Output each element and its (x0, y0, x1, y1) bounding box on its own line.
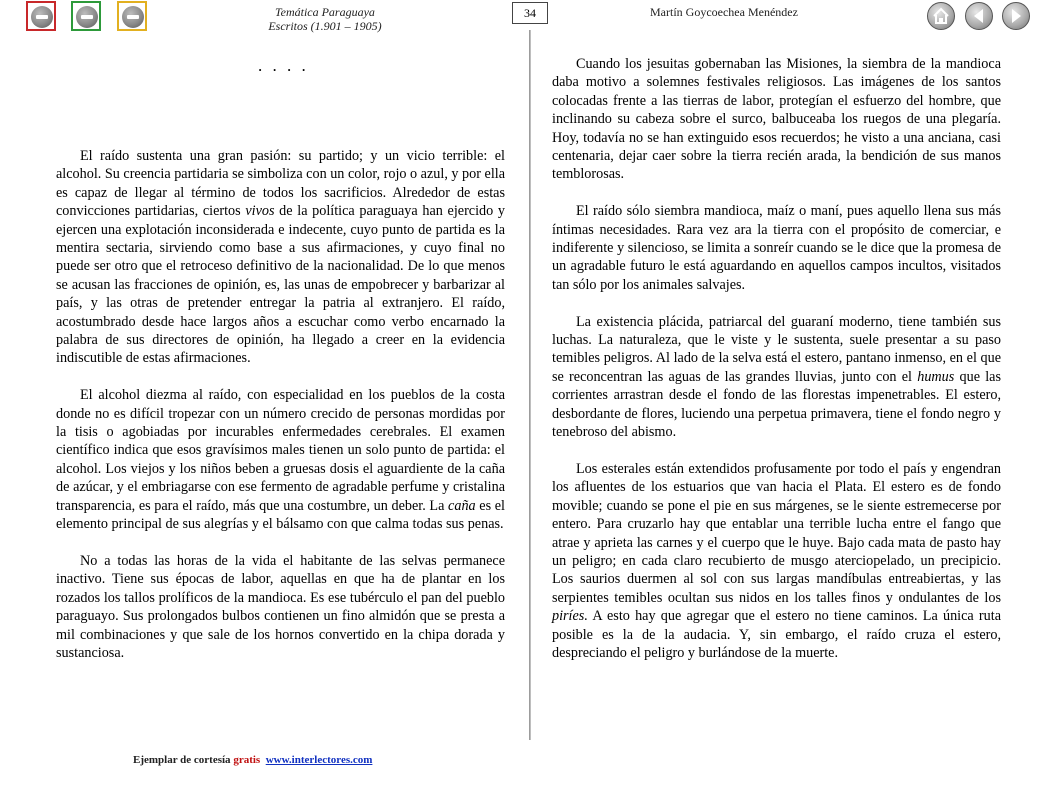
paragraph: El alcohol diezma al raído, con especialidad en los pueblos de la costa donde no es difícil tropezar con un número crecido de personas mordidas por la tisis o agobiadas por incurables enfermedades cerebrales. El examen científico indica que esos gravísimos males tienen un solo punto de partida: el alcohol. Los viejos y los niños beben a gruesas dosis el aguardiente de la caña de azúcar, y el embriagarse con ese fermento de agradable perfume y cristalina transparencia, es para el raído, más que una costumbre, un deber. La caña es el elemento principal de sus alegrías y el bálsamo con que calma todas sus penas. (56, 387, 505, 533)
arrow-left-icon (966, 3, 992, 29)
footer (133, 754, 372, 766)
footer-prefix: Ejemplar de cortesía (133, 754, 231, 766)
footer-gratis: gratis (233, 754, 261, 766)
running-header-left (230, 5, 420, 33)
home-icon (928, 3, 954, 29)
minimize-button-yellow[interactable] (117, 1, 147, 31)
paragraph: Los esterales están extendidos profusamente por todo el país y engendran los afluentes de los estuarios que van hacia el Plata. El estero es de fondo movible; cuando se pone el pie en sus márgenes, se le siente estremecerse por entero. Para cruzarlo hay que entablar una terrible lucha entre el fango que atrae y aprieta las carnes y el cuerpo que le huye. Bajo cada mata de pasto hay un peligro; en cada claro recubierto de musgo aterciopelado, un precipicio. Los saurios duermen al sol con sus largas mandíbulas entreabiertas, y las serpientes temibles ocultan sus nidos en los talles finos y ondulantes de los piríes. A esto hay que agregar que el estero no tiene caminos. La única ruta posible es la de la audacia. Y, sin embargo, el raído cruza el estero, despreciando el peligro y burlándose de la muerte. (552, 460, 1001, 661)
arrow-right-icon (1003, 3, 1029, 29)
page-number: 34 (512, 2, 548, 24)
minus-disc-icon (122, 6, 144, 28)
minus-disc-icon (76, 6, 98, 28)
minimize-button-red[interactable] (26, 1, 56, 31)
left-column (56, 147, 505, 681)
book-title: Temática Paraguaya (275, 5, 375, 19)
book-subtitle: Escritos (1.901 – 1905) (268, 19, 382, 33)
author-name: Martín Goycoechea Menéndez (650, 5, 798, 19)
website-link[interactable]: www.interlectores.com (265, 754, 373, 766)
paragraph: La existencia plácida, patriarcal del guaraní moderno, tiene también sus luchas. La naturaleza, que le viste y le sustenta, suele presentar a su paso temibles peligros. Al lado de la selva está el estero, pantano inmenso, en el que se reconcentran las aguas de las grandes lluvias, junto con el humus que las corrientes arrastran desde el fondo de las florestas impenetrables. El estero, desbordante de flores, luciendo una perpetua primavera, tiene el fondo negro y tenebroso del abismo. (552, 313, 1002, 441)
paragraph: El raído sustenta una gran pasión: su partido; y un vicio terrible: el alcohol. Su creencia partidaria se simboliza con un color, rojo o azul, y por ella es capaz de llegar al término de todos los sacrificios. Alrededor de estas convicciones partidarias, ciertos vivos de la política paraguaya han ejercido y ejercen una explotación inconsiderada e indecente, cuyo punto de partida es la mentira sectaria, sirviendo como base a sus afirmaciones, y cuyo final no puede ser otro que el retroceso definitivo de la nacionalidad. De lo que menos se acusan las fracciones de opinión, es, las unas de empobrecer y barbarizar al país, y las otras de pretender entregar la patria al extranjero. El raído, acostumbrado desde hace largos años a escuchar como verbo encarnado la palabra de sus directores de opinión, ha llegado a creer en la evidencia indiscutible de estas afirmaciones. (56, 148, 505, 367)
home-button[interactable] (927, 2, 955, 30)
paragraph: No a todas las horas de la vida el habitante de las selvas permanece inactivo. Tiene sus épocas de labor, aquellas en que ha de plantar en los rozados los tallos prolíficos de la mandioca. Es ese tubérculo el pan del pueblo paraguayo. Sus prolongados bulbos contienen un fino almidón que se presta a mil combinaciones y que sale de los hornos convertido en la chipa dorada y sustanciosa. (56, 552, 505, 661)
previous-page-button[interactable] (965, 2, 993, 30)
minimize-button-green[interactable] (71, 1, 101, 31)
next-page-button[interactable] (1002, 2, 1030, 30)
right-column (552, 55, 1001, 681)
paragraph: El raído sólo siembra mandioca, maíz o maní, pues aquello llena sus más íntimas necesidades. Rara vez ara la tierra con el propósito de comerciar, e indiferente y silencioso, se limita a sonreír cuando se le dice que la promesa de un agradable futuro le está aguardando en aquellos campos incultos, visitados tan sólo por los animales salvajes. (552, 203, 1001, 293)
paragraph: Cuando los jesuitas gobernaban las Misiones, la siembra de la mandioca daba motivo a solemnes festivales religiosos. Las imágenes de los santos colocadas frente a las tierras de labor, protegían el esfuerzo del hombre, que inclinando su cabeza sobre el surco, balbuceaba los ruegos de una plegaría. Hoy, todavía no se han extinguido esos recuerdos; he visto a una anciana, casi centenaria, dejar caer sobre la tierra recién arada, la bendición de sus manos temblorosas. (552, 56, 1001, 183)
column-divider (529, 30, 531, 740)
section-ellipsis: . . . . (258, 56, 309, 75)
minus-disc-icon (31, 6, 53, 28)
